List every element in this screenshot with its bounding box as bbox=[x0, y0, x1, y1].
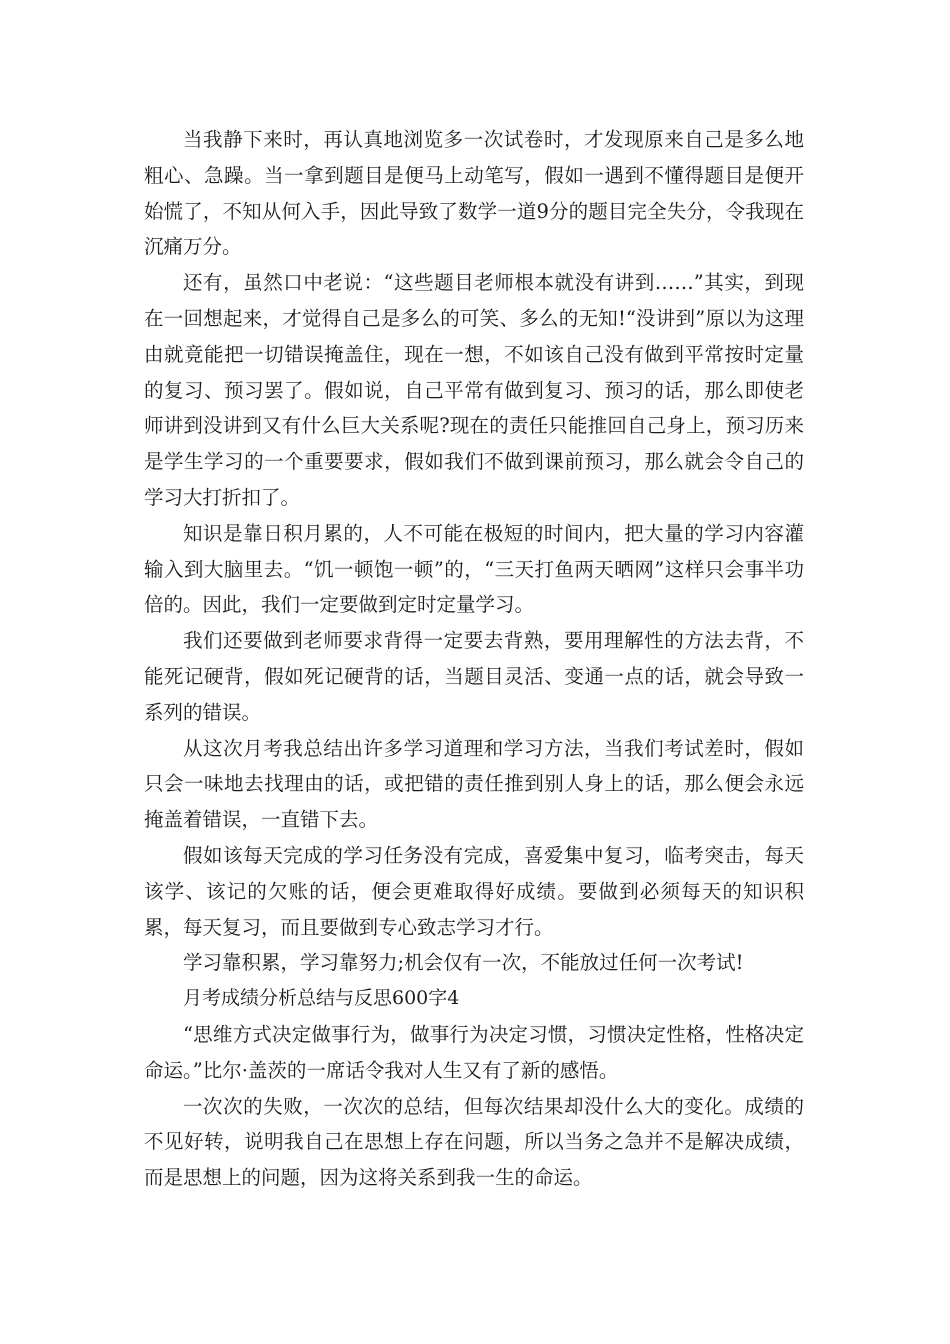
paragraph-4: 我们还要做到老师要求背得一定要去背熟，要用理解性的方法去背，不能死记硬背，假如死记硬背的话，当题目灵活、变通一点的话，就会导致一系列的错误。 bbox=[144, 629, 804, 724]
paragraph-9: 一次次的失败，一次次的总结，但每次结果却没什么大的变化。成绩的不见好转，说明我自己在思想上存在问题，所以当务之急并不是解决成绩，而是思想上的问题，因为这将关系到我一生的命运。 bbox=[144, 1094, 804, 1190]
paragraph-1: 当我静下来时，再认真地浏览多一次试卷时，才发现原来自己是多么地粗心、急躁。当一拿到题目是便马上动笔写，假如一遇到不懂得题目是便开始慌了，不知从何入手，因此导致了数学一道9分的题目完全失分，令我现在沉痛万分。 bbox=[144, 128, 804, 259]
paragraph-5: 从这次月考我总结出许多学习道理和学习方法，当我们考试差时，假如只会一味地去找理由的话，或把错的责任推到别人身上的话，那么便会永远掩盖着错误，一直错下去。 bbox=[144, 736, 804, 832]
paragraph-8: “思维方式决定做事行为，做事行为决定习惯，习惯决定性格，性格决定命运。”比尔·盖茨的一席话令我对人生又有了新的感悟。 bbox=[144, 1022, 804, 1082]
paragraph-2: 还有，虽然口中老说：“这些题目老师根本就没有讲到……”其实，到现在一回想起来，才觉得自己是多么的可笑、多么的无知!“没讲到”原以为这理由就竟能把一切错误掩盖住，现在一想，不如该自己没有做到平常按时定量的复习、预习罢了。假如说，自己平常有做到复习、预习的话，那么即使老师讲到没讲到又有什么巨大关系呢?现在的责任只能推回自己身上，预习历来是学生学习的一个重要要求，假如我们不做到课前预习，那么就会令自己的学习大打折扣了。 bbox=[144, 271, 804, 509]
section-title: 月考成绩分析总结与反思600字4 bbox=[183, 987, 460, 1010]
document-body bbox=[144, 122, 804, 1196]
paragraph-3: 知识是靠日积月累的，人不可能在极短的时间内，把大量的学习内容灌输入到大脑里去。“饥一顿饱一顿”的，“三天打鱼两天晒网”这样只会事半功倍的。因此，我们一定要做到定时定量学习。 bbox=[144, 521, 804, 617]
paragraph-7: 学习靠积累，学习靠努力;机会仅有一次，不能放过任何一次考试! bbox=[183, 951, 744, 975]
paragraph-6: 假如该每天完成的学习任务没有完成，喜爱集中复习，临考突击，每天该学、该记的欠账的话，便会更难取得好成绩。要做到必须每天的知识积累，每天复习，而且要做到专心致志学习才行。 bbox=[144, 843, 804, 939]
